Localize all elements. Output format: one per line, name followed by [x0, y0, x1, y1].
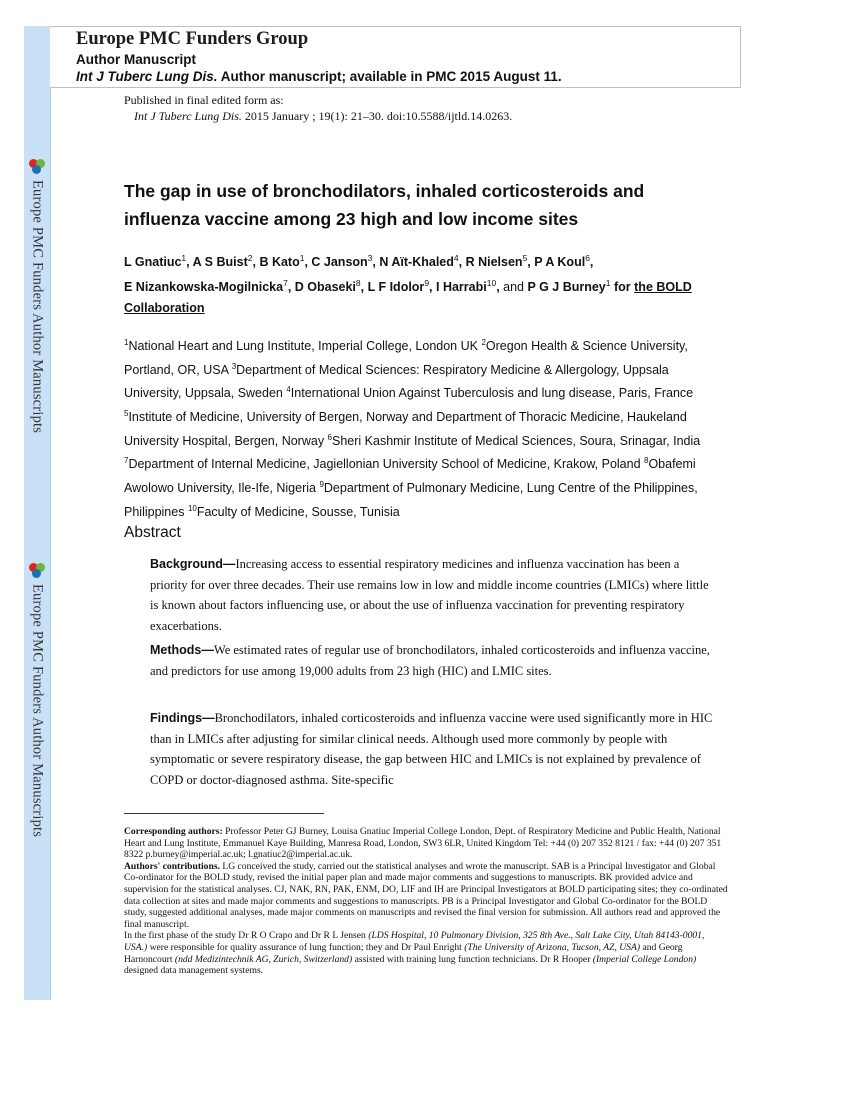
- author-name: I Harrabi$^{10}$: [436, 278, 497, 295]
- footnote-divider: [124, 813, 324, 814]
- author-name: L Gnatiuc$^1$: [124, 253, 187, 270]
- published-citation: [134, 109, 512, 124]
- affiliation: Department of Internal Medicine, Jagiellonian University School of Medicine, Krakow, Poland: [128, 457, 644, 472]
- affiliation: Sheri Kashmir Institute of Medical Sciences, Soura, Srinagar, India: [332, 433, 701, 448]
- sidebar-block-top: [24, 158, 50, 433]
- header-journal-name: Int J Tuberc Lung Dis.: [76, 69, 218, 84]
- affiliation: National Heart and Lung Institute, Imperial College, London UK: [128, 339, 482, 354]
- sidebar-label-top: Europe PMC Funders Author Manuscripts: [29, 180, 46, 434]
- article-title: The gap in use of bronchodilators, inhaled corticosteroids and influenza vaccine among 23 high and low income sites: [124, 181, 645, 229]
- author-name: C Janson$^3$: [311, 253, 373, 270]
- abstract-findings: [150, 708, 718, 790]
- abstract-heading: Abstract: [124, 524, 181, 541]
- citation-details: 2015 January ; 19(1): 21–30. doi:10.5588/ijtld.14.0263.: [241, 109, 513, 123]
- author-manuscript-label: Author Manuscript: [76, 52, 196, 67]
- journal-availability: [76, 69, 562, 84]
- footnotes: [124, 826, 728, 977]
- sidebar-label-bottom: Europe PMC Funders Author Manuscripts: [29, 584, 46, 838]
- affiliation: Oregon Health & Science University, Portland, OR, USA: [124, 339, 688, 377]
- affiliation: Department of Medical Sciences: Respiratory Medicine & Allergology, Uppsala University, Uppsala, Sweden: [124, 362, 669, 401]
- author-name: N Aït-Khaled$^4$: [379, 253, 459, 270]
- author-name: L F Idolor$^9$: [367, 278, 430, 295]
- methods-text: We estimated rates of regular use of bronchodilators, inhaled corticosteroids and influenza vaccine, and predictors for use among 19,000 adults from 23 high (HIC) and LMIC sites.: [150, 643, 710, 678]
- abstract-background: [150, 554, 718, 636]
- affiliation: Institute of Medicine, University of Bergen, Norway and Department of Thoracic Medicine, Haukeland University Hospital, Bergen, Norway: [124, 410, 687, 448]
- authors-and: and: [503, 280, 524, 295]
- acknowledgements-note: In the first phase of the study Dr R O Crapo and Dr R L Jensen (LDS Hospital, 10 Pulmonary Division, 325 8th Ave., Salt Lake City, Utah 84143-0001, USA.) were responsible for quality assurance of lung function; they and Dr Paul Enright (The University of Arizona, Tucson, AZ, USA) and Georg Harnoncourt (ndd Medizintechnik AG, Zurich, Switzerland) assisted with training lung function technicians. Dr R Hooper (Imperial College London) designed data management systems.: [124, 930, 705, 977]
- corresponding-authors-note: Corresponding authors: Professor Peter GJ Burney, Louisa Gnatiuc Imperial College London, Dept. of Respiratory Medicine and Public Health, National Heart and Lung Institute, Emmanuel Kaye Building, Manresa Road, London, SW3 6LR, United Kingdom Tel: +44 (0) 207 352 8121 / fax: +44 (0) 207 351 8322 p.burney@imperial.ac.uk; l.gnatiuc2@imperial.ac.uk.: [124, 826, 722, 861]
- background-label: Background—: [150, 557, 236, 571]
- affiliation: Obafemi Awolowo University, Ile-Ife, Nigeria: [124, 457, 696, 496]
- authors-for: for: [613, 280, 631, 295]
- findings-text: Bronchodilators, inhaled corticosteroids and influenza vaccine were used significantly more in HIC than in LMICs after adjusting for similar clinical needs. Although used more commonly by people with symptomatic or severe respiratory disease, the gap between HIC and LMICs is not explained by prevalence of COPD or doctor-diagnosed asthma. Site-specific: [150, 711, 713, 787]
- author-name: D Obaseki$^8$: [294, 278, 361, 295]
- abstract-methods: [150, 640, 718, 681]
- author-contributions-note: Authors' contributions. LG conceived the study, carried out the statistical analyses and wrote the manuscript. SAB is a Principal Investigator and Global Co-ordinator for the BOLD study, revised the initial paper plan and made major comments and suggestions to manuscripts. BK provided advice and supervision for the statistical analyses. CJ, NAK, RN, PAK, ENM, DO, LIF and IH are Principal Investigators at BOLD participating sites; they co-ordinated data collection at sites and made major comments and suggestions to manuscripts. PB is a Principal Investigator and Global Co-ordinator for the BOLD study, suggested additional analyses, made major comments on manuscripts and revised the final version for submission. All authors read and approved the final manuscript.: [124, 860, 728, 930]
- author-name: A S Buist$^2$: [192, 253, 253, 270]
- methods-label: Methods—: [150, 643, 214, 657]
- author-name: R Nielsen$^5$: [465, 253, 528, 270]
- affiliation: Faculty of Medicine, Sousse, Tunisia: [196, 504, 400, 519]
- author-name: P A Koul$^6$: [534, 253, 590, 270]
- affiliations: $^1$National Heart and Lung Institute, Imperial College, London UK $^2$Oregon Health & Science University, Portland, OR, USA $^3$Department of Medical Sciences: Respiratory Medicine & Allergology, Uppsala University, Uppsala, Sweden $^4$International Union Against Tuberculosis and lung disease, Paris, France $^5$Institute of Medicine, University of Bergen, Norway and Department of Thoracic Medicine, Haukeland University Hospital, Bergen, Norway $^6$Sheri Kashmir Institute of Medical Sciences, Soura, Srinagar, India $^7$Department of Internal Medicine, Jagiellonian University School of Medicine, Krakow, Poland $^8$Obafemi Awolowo University, Ile-Ife, Nigeria $^9$Department of Pulmonary Medicine, Lung Centre of the Philippines, Philippines $^{10}$Faculty of Medicine, Sousse, Tunisia: [124, 338, 701, 519]
- findings-label: Findings—: [150, 711, 215, 725]
- europe-pmc-logo-icon: [28, 158, 46, 176]
- sidebar-block-bottom: [24, 562, 50, 837]
- citation-journal: Int J Tuberc Lung Dis.: [134, 109, 242, 123]
- header-availability: Author manuscript; available in PMC 2015 August 11.: [217, 69, 562, 84]
- affiliation: International Union Against Tuberculosis and lung disease, Paris, France: [290, 386, 694, 401]
- affiliation: Department of Pulmonary Medicine, Lung Centre of the Philippines, Philippines: [124, 481, 698, 519]
- author-list: L Gnatiuc$^1$, A S Buist$^2$, B Kato$^1$, C Janson$^3$, N Aït-Khaled$^4$, R Nielsen$^5$, P A Koul$^6$, E Nizankowska-Mogilnicka$^7$, D Obaseki$^8$, L F Idolor$^9$, I Harrabi$^{10}$, and P G J Burney$^1$ for the BOLD Collaboration: [124, 253, 692, 316]
- background-text: Increasing access to essential respiratory medicines and influenza vaccination has been a priority for over three decades. Their use remains low in low and middle income countries (LMICs) where little is known about factors influencing use, or about the use of influenza vaccination for preventing respiratory exacerbations.: [150, 557, 709, 633]
- funders-group-title: Europe PMC Funders Group: [76, 29, 309, 49]
- author-name: E Nizankowska-Mogilnicka$^7$: [124, 278, 288, 295]
- europe-pmc-logo-icon: [28, 562, 46, 580]
- manuscript-header: [50, 26, 741, 88]
- author-name: B Kato$^1$: [259, 253, 305, 270]
- left-sidebar: [24, 26, 51, 1000]
- author-name: P G J Burney$^1$: [527, 278, 611, 295]
- published-label: Published in final edited form as:: [124, 93, 284, 107]
- bold-collaboration-link[interactable]: the BOLD Collaboration: [124, 280, 692, 316]
